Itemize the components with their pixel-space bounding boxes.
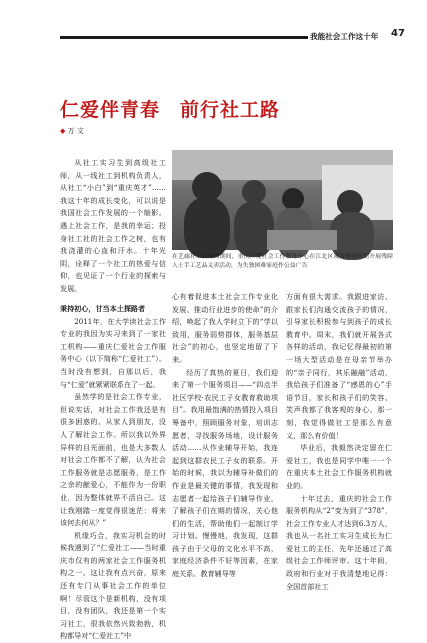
body-paragraph: 十年过去，重庆的社会工作服务机构从“2”变为到了“378”，社会工作专业人才达到6.3万人，我也从一名社工实习生成长为仁爱社工的主任，先年还通过了高级社会工作师评审。这十年间，政府和行业对于我清楚地记得：全国首部社工 (286, 493, 392, 591)
body-paragraph: 2011年，在大学读社会工作专业的我因为实习来到了一家社工机构——重庆仁爱社会工作服务中心（以下简称“仁爱社工”）。当时没有想到，自那以后，我与“仁爱”就紧紧联系在了一起。 (60, 316, 166, 389)
intro-paragraph: 从社工实习生到高级社工师，从一线社工到机构负责人，从社工“小白”到“重庆英才”……我这十年的成长变化，可以说是我国社会工作发展的一个缩影。遇上社会工作，是我的幸运；投身社工社的社会工作之树，也有我浇灌的心血和汗水。十年光阴，诠释了一个社工的热爱与信仰，也见证了一个行业的探索与发展。 (60, 158, 166, 293)
running-title: 我能社会工作这十年 (310, 32, 379, 41)
author-marker-icon: ◆ (60, 127, 66, 135)
article-title: 仁爱伴青春 前行社工路 (60, 99, 281, 121)
middle-column (172, 291, 278, 582)
body-paragraph: 虽然学的是社会工作专业，但说实话，对社会工作我还是有很多困惑的。从家人到朋友，没人了解社会工作。所以我以外界异样的目光面前，也是大多数人对社会工作都不了解，认为社会工作服务就是志愿服务，是工作之余的献爱心，不能作为一份职业，因为整体就界不活自己。这让我刚踏一度觉得很迷茫：将来该何去何从？” (60, 392, 166, 528)
section-heading: 秉持初心，甘当本土探路者 (60, 304, 146, 313)
photo-caption: 在艺廊社工宣传周期间，重庆仁爱社会工作服务中心在江北区观音桥步行街开展残障人士手工艺品义卖活动，为失独困难家庭作公益广告 (172, 254, 393, 270)
header-rule (60, 36, 308, 39)
author-name: 万 文 (67, 127, 84, 135)
left-column-body (60, 300, 166, 641)
author-line (60, 126, 84, 136)
left-column-intro (60, 157, 166, 299)
body-paragraph: 经历了真热的夏日，我们迎来了第一个服务项目——“四点半社区学校·农民工子女教育救助项目”。我用最饱满的热情投入项目筹备中，照顾服务对象，培训志愿者，寻找服务场地，设计服务活动……从作业辅导开始，我连起到这群农民工子女的联系。开始的时候，我以为辅导补做们的作业是最关键的事情，我发现和志愿者一起给孩子们辅导作业，了解孩子们在期的情况，关心他们的生活，帮助他们一起制订学习计划。慢慢地，我发现，这群孩子由于父母的文化水平不高，家庭经济条件不好等因素，在家庭关系、教育辅导等 (172, 367, 278, 579)
event-photo (172, 150, 393, 250)
body-paragraph: 心有着促进本土社会工作专业化发展、推动行业进步的使命”的介绍，唤起了我人学时立下的“学以致用，服务弱势群体，服务基层社会”的初心，也坚定地留了下来。 (172, 292, 278, 364)
page-number: 47 (391, 28, 405, 39)
body-paragraph: 方面有很大需求。我跟进家访、跟家长们沟通交流孩子的情况，引导家长积极参与到孩子的成长教育中。周末，我们就开展各式各样的活动，我记忆得最初的第一场大型活动是在母亲节举办的“亲子同行，其乐融融”活动，我给孩子们准备了“感恩的心”手语节目，家长和孩子们的笑容、笑声我都了我客观的身心、那一刻，我觉得做社工是那么有意义，那么有价值！ (286, 292, 392, 440)
body-paragraph: 机缘巧合，我实习机会的时候我遇到了“仁爱社工——当时重庆市仅有的两家社会工作服务机构之一。这让我有点兴奋，原来还有专门从事社会工作的单位啊！尽管这个是新机构，没有项目，没有团队，我还是第一个实习社工，很我依然兴致勃勃，机构都导对“仁爱社工”中 (60, 530, 166, 641)
right-column (286, 291, 392, 591)
body-paragraph: 毕业后，我毅然决定留在仁爱社工，我也是同学中唯一一个在重庆本土社会工作服务机构就业的。 (286, 443, 392, 490)
